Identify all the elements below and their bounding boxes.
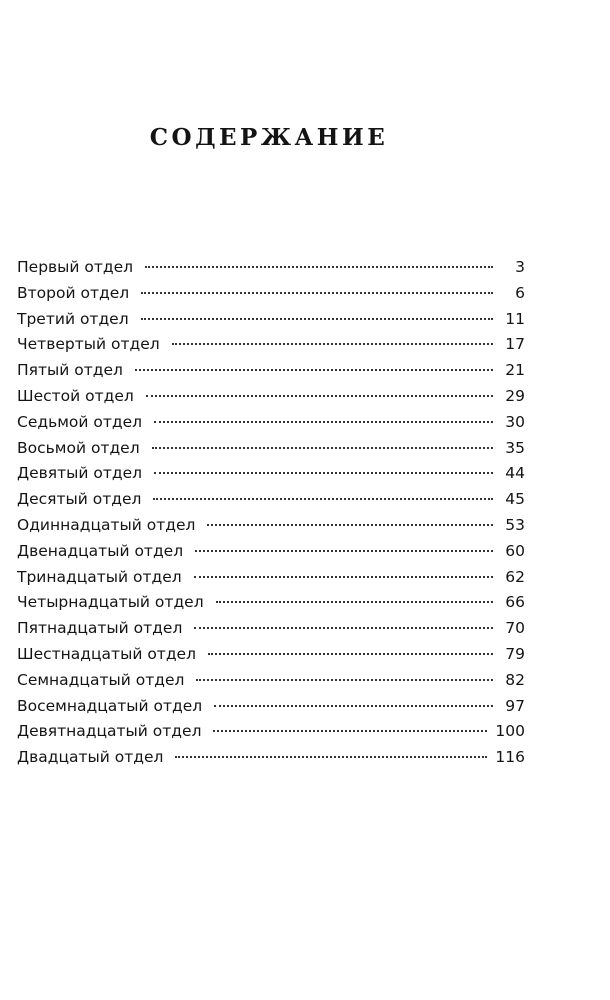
toc-entry-title: Восьмой отдел <box>17 438 140 457</box>
toc-entry-title: Одиннадцатый отдел <box>17 515 196 534</box>
toc-entry <box>17 281 525 307</box>
dot-leader <box>194 576 493 578</box>
toc-entry-title: Девятый отдел <box>17 464 143 483</box>
toc-entry-page-number: 6 <box>515 283 525 302</box>
toc-entry-page-number: 60 <box>505 541 525 560</box>
toc-entry-page-number: 100 <box>495 722 525 741</box>
toc-entry-title: Второй отдел <box>17 283 130 302</box>
table-of-contents <box>17 255 525 771</box>
dot-leader <box>194 627 493 629</box>
dot-leader <box>172 343 493 345</box>
dot-leader <box>213 730 487 732</box>
dot-leader <box>175 756 487 758</box>
toc-entry <box>17 461 525 487</box>
dot-leader <box>207 524 493 526</box>
dot-leader <box>141 318 493 320</box>
toc-entry-page-number: 70 <box>505 619 525 638</box>
dot-leader <box>141 292 493 294</box>
dot-leader <box>154 472 493 474</box>
toc-entry <box>17 487 525 513</box>
toc-entry <box>17 358 525 384</box>
dot-leader <box>152 447 493 449</box>
toc-entry-title: Десятый отдел <box>17 490 142 509</box>
toc-entry <box>17 719 525 745</box>
toc-entry-title: Четырнадцатый отдел <box>17 593 204 612</box>
toc-entry-page-number: 44 <box>505 464 525 483</box>
dot-leader <box>196 679 493 681</box>
toc-entry <box>17 745 525 771</box>
toc-entry-title: Седьмой отдел <box>17 412 143 431</box>
toc-entry-title: Шестнадцатый отдел <box>17 644 196 663</box>
toc-entry-title: Первый отдел <box>17 258 134 276</box>
dot-leader <box>135 369 493 371</box>
toc-entry-page-number: 29 <box>505 386 525 405</box>
toc-entry <box>17 384 525 410</box>
page-title: СОДЕРЖАНИЕ <box>149 124 389 151</box>
toc-entry <box>17 307 525 333</box>
toc-entry-page-number: 45 <box>505 490 525 509</box>
toc-entry-page-number: 79 <box>505 644 525 663</box>
toc-entry <box>17 436 525 462</box>
toc-entry-page-number: 62 <box>505 567 525 586</box>
toc-entry-title: Семнадцатый отдел <box>17 670 185 689</box>
toc-entry <box>17 255 525 281</box>
toc-entry-page-number: 97 <box>505 696 525 715</box>
toc-entry-title: Двадцатый отдел <box>17 748 164 767</box>
toc-entry <box>17 410 525 436</box>
toc-entry-title: Тринадцатый отдел <box>17 567 182 586</box>
toc-entry-title: Пятнадцатый отдел <box>17 619 183 638</box>
toc-entry <box>17 565 525 591</box>
toc-entry <box>17 668 525 694</box>
toc-entry-page-number: 17 <box>505 335 525 354</box>
toc-entry <box>17 616 525 642</box>
toc-entry <box>17 332 525 358</box>
toc-entry-page-number: 3 <box>515 258 525 276</box>
toc-entry-page-number: 30 <box>505 412 525 431</box>
toc-entry-title: Девятнадцатый отдел <box>17 722 202 741</box>
dot-leader <box>216 601 493 603</box>
toc-entry <box>17 694 525 720</box>
toc-entry-title: Восемнадцатый отдел <box>17 696 203 715</box>
dot-leader <box>208 653 493 655</box>
toc-entry <box>17 513 525 539</box>
toc-entry-title: Пятый отдел <box>17 361 123 380</box>
toc-entry-title: Четвертый отдел <box>17 335 160 354</box>
dot-leader <box>195 550 493 552</box>
toc-entry-page-number: 35 <box>505 438 525 457</box>
toc-entry <box>17 590 525 616</box>
dot-leader <box>146 395 493 397</box>
dot-leader <box>214 705 493 707</box>
dot-leader <box>153 498 493 500</box>
toc-entry-title: Третий отдел <box>17 309 129 328</box>
toc-entry-page-number: 21 <box>505 361 525 380</box>
toc-entry-title: Двенадцатый отдел <box>17 541 184 560</box>
dot-leader <box>154 421 493 423</box>
toc-entry-page-number: 82 <box>505 670 525 689</box>
dot-leader <box>145 266 493 268</box>
toc-entry-title: Шестой отдел <box>17 386 134 405</box>
toc-entry-page-number: 53 <box>505 515 525 534</box>
toc-entry <box>17 539 525 565</box>
toc-entry <box>17 642 525 668</box>
toc-entry-page-number: 116 <box>495 748 525 767</box>
toc-entry-page-number: 11 <box>505 309 525 328</box>
toc-entry-page-number: 66 <box>505 593 525 612</box>
